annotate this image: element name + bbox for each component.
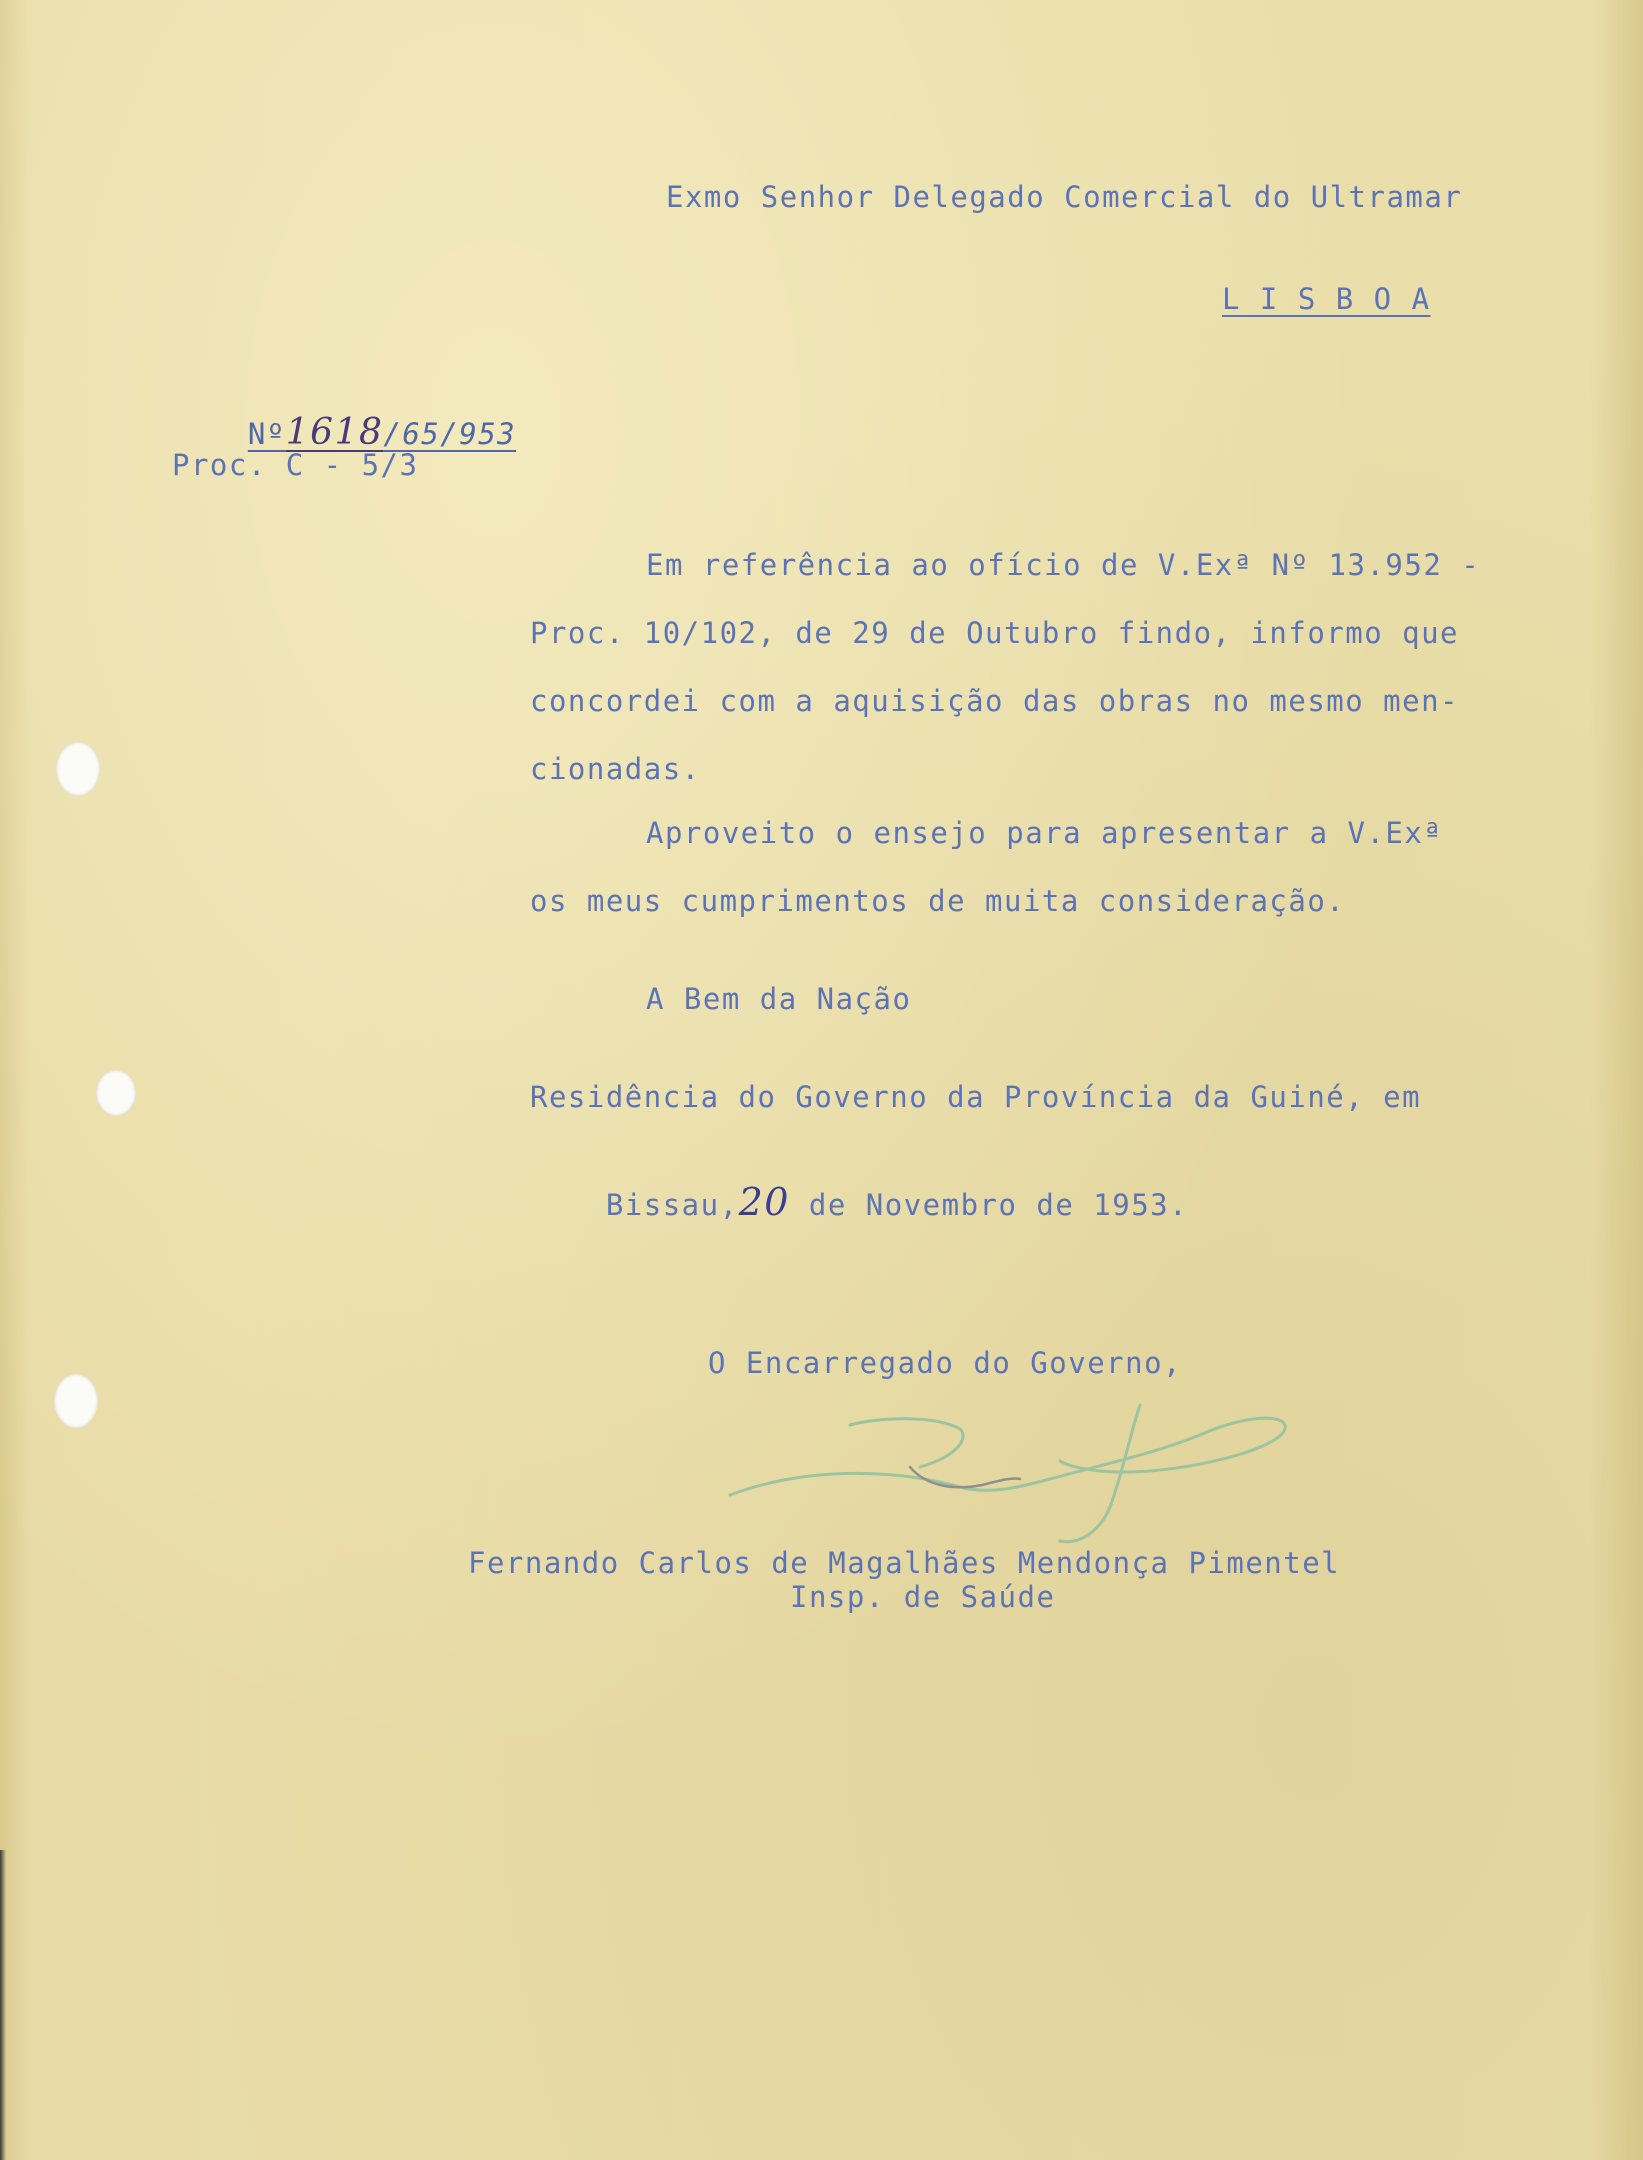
reference-handwritten: 1618 xyxy=(285,412,384,453)
signatory-role: Insp. de Saúde xyxy=(790,1580,1056,1614)
punch-hole-bottom xyxy=(54,1374,98,1428)
place-line-2 xyxy=(530,1146,1188,1258)
punch-hole-middle xyxy=(96,1070,136,1116)
reference-typed: /65/953 xyxy=(383,417,517,451)
scan-edge-shadow xyxy=(0,1850,6,2160)
courtesy-line-2: os meus cumprimentos de muita consideração. xyxy=(530,884,1346,918)
body-line-3: concordei com a aquisição das obras no mesmo men- xyxy=(530,684,1460,718)
punch-hole-top xyxy=(56,742,100,796)
body-line-2: Proc. 10/102, de 29 de Outubro findo, informo que xyxy=(530,616,1460,650)
place-date: de Novembro de 1953. xyxy=(808,1188,1189,1222)
signatory-name: Fernando Carlos de Magalhães Mendonça Pimentel xyxy=(468,1546,1341,1580)
place-line-1: Residência do Governo da Província da Guiné, em xyxy=(530,1080,1422,1114)
body-line-1: Em referência ao ofício de V.Exª Nº 13.952 - xyxy=(646,548,1481,582)
signature-drawing xyxy=(720,1395,1300,1555)
handwritten-day: 20 xyxy=(738,1180,790,1224)
place-city: Bissau, xyxy=(605,1188,739,1222)
closing-title: O Encarregado do Governo, xyxy=(708,1346,1182,1380)
process-reference: Proc. C - 5/3 xyxy=(172,448,419,482)
addressee-line: Exmo Senhor Delegado Comercial do Ultramar xyxy=(666,180,1463,214)
body-line-4: cionadas. xyxy=(530,752,701,786)
courtesy-line-1: Aproveito o ensejo para apresentar a V.Exª xyxy=(646,816,1443,850)
salutation: A Bem da Nação xyxy=(646,982,912,1016)
reference-prefix: Nº xyxy=(247,417,286,451)
addressee-city: L I S B O A xyxy=(1222,282,1431,316)
